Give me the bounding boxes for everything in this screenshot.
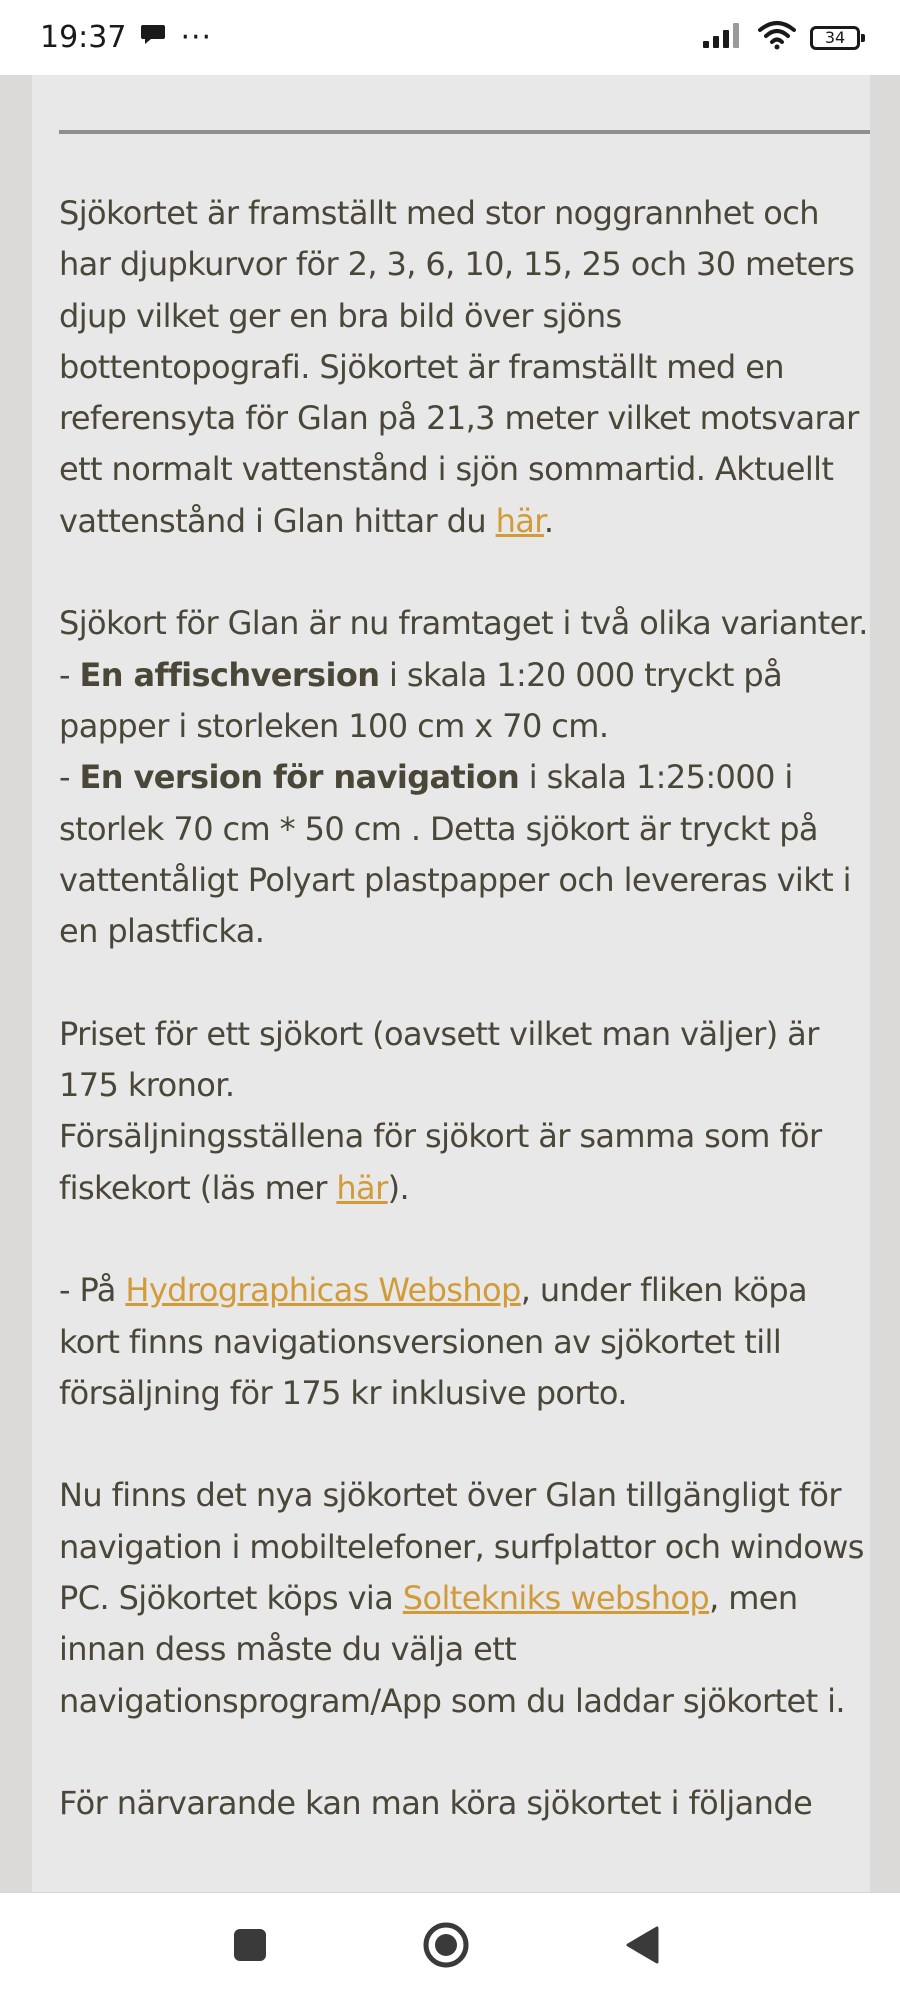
paragraph-webshop <box>59 1265 870 1419</box>
hydrographica-webshop-link[interactable]: Hydrographicas Webshop <box>125 1271 521 1310</box>
paragraph-apps <box>59 1778 870 1829</box>
variant-2-description: i skala 1:25:000 i storlek 70 cm * 50 cm . Detta sjökort är tryckt på vattentåligt Polyart plastpapper och levereras vikt i en plastficka. <box>59 758 851 951</box>
paragraph-description-text: Sjökortet är framställt med stor noggrannhet och har djupkurvor för 2, 3, 6, 10, 15, 25 och 30 meters djup vilket ger en bra bild över sjöns bottentopografi. Sjökortet är framställt med en referensyta för Glan på 21,3 meter vilket motsvarar ett normalt vattenstånd i sjön sommartid. Aktuellt vattenstånd i Glan hittar du <box>59 194 859 540</box>
sales-points-end: ). <box>387 1168 410 1207</box>
water-level-link[interactable]: här <box>495 501 544 540</box>
status-time: 19:37 <box>40 20 127 55</box>
variant-1-dash: - <box>59 655 80 694</box>
variants-intro: Sjökort för Glan är nu framtaget i två olika varianter. <box>59 604 868 643</box>
more-notifications-indicator: ··· <box>180 20 213 55</box>
paragraph-digital <box>59 1470 870 1726</box>
webshop-text-start: - På <box>59 1271 126 1310</box>
digital-text-start: Nu finns det nya sjökortet över Glan tillgängligt för navigation i mobiltelefoner, surfplattor och windows PC. Sjökortet köps via <box>59 1476 864 1618</box>
recents-button[interactable] <box>190 1893 310 2000</box>
recents-square-icon <box>232 1927 268 1968</box>
paragraph-price <box>59 1009 870 1214</box>
status-right <box>702 20 860 55</box>
back-button[interactable] <box>582 1893 702 2000</box>
fishing-license-link[interactable]: här <box>336 1168 388 1207</box>
page-background <box>0 75 900 1892</box>
battery-icon <box>810 26 860 50</box>
paragraph-description <box>59 188 870 547</box>
section-divider <box>59 130 870 134</box>
price-text: Priset för ett sjökort (oavsett vilket man väljer) är 175 kronor. <box>59 1014 819 1105</box>
solteknik-webshop-link[interactable]: Soltekniks webshop <box>402 1579 710 1618</box>
content-card <box>32 75 870 1892</box>
battery-level: 34 <box>824 28 846 47</box>
sales-points-text: Försäljningsställena för sjökort är samma som för fiskekort (läs mer <box>59 1117 822 1207</box>
back-triangle-icon <box>624 1925 660 1970</box>
variant-2-dash: - <box>59 758 80 797</box>
home-circle-icon <box>422 1921 470 1974</box>
wifi-icon <box>758 20 796 55</box>
variant-1-description: i skala 1:20 000 tryckt på papper i storleken 100 cm x 70 cm. <box>59 655 783 745</box>
variant-2-title: En version för navigation <box>79 758 520 797</box>
status-bar <box>0 0 900 75</box>
signal-icon <box>702 21 744 54</box>
webshop-text-end: , under fliken köpa kort finns navigationsversionen av sjökortet till försäljning för 175 kr inklusive porto. <box>59 1271 808 1412</box>
home-button[interactable] <box>386 1893 506 2000</box>
article-body <box>59 188 870 1881</box>
variant-1-title: En affischversion <box>79 655 380 694</box>
paragraph-description-end: . <box>543 501 554 540</box>
paragraph-variants <box>59 598 870 957</box>
digital-text-end: , men innan dess måste du välja ett navigationsprogram/App som du laddar sjökortet i. <box>59 1579 845 1720</box>
status-left <box>40 20 212 55</box>
system-nav-bar <box>0 1892 900 2000</box>
apps-text: För närvarande kan man köra sjökortet i följande <box>59 1784 813 1823</box>
chat-bubble-icon <box>140 20 166 55</box>
